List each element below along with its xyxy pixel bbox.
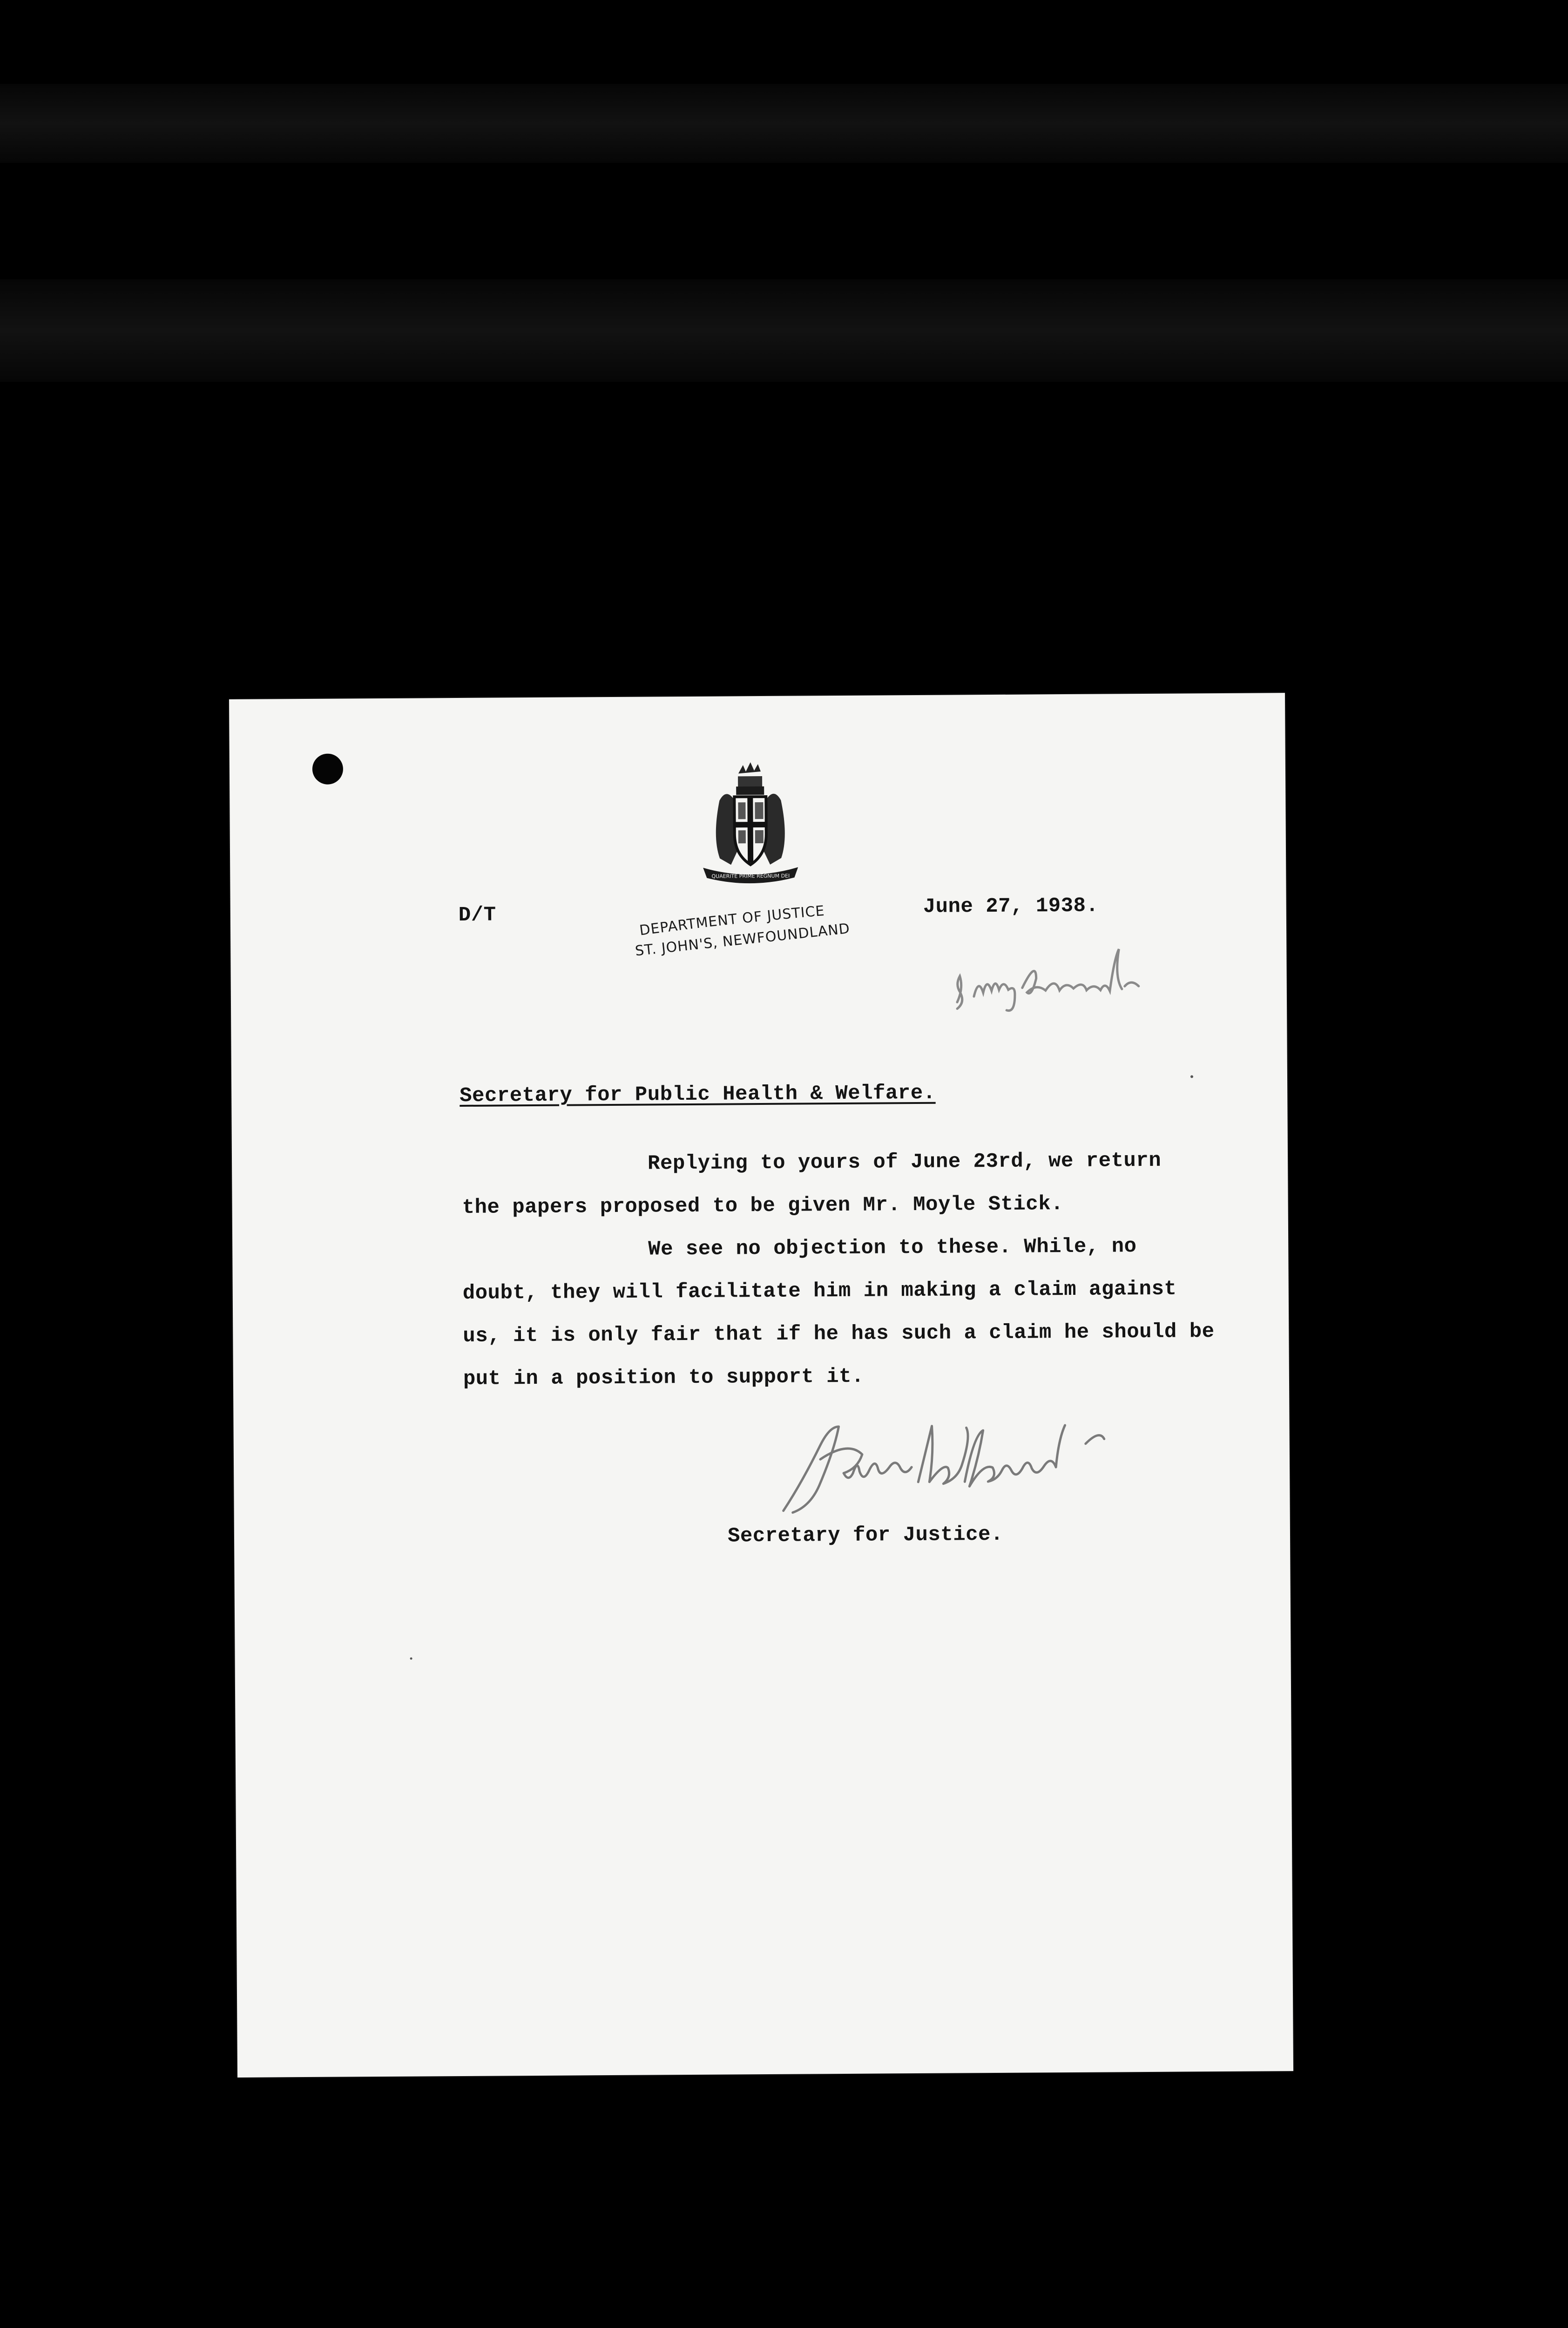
letterhead-line-1: DEPARTMENT OF JUSTICE [638, 902, 825, 939]
body-line: put in a position to support it. [463, 1365, 865, 1391]
svg-text:QUAERITE PRIME REGNUM DEI: QUAERITE PRIME REGNUM DEI [711, 873, 790, 880]
paper-speck [410, 1658, 412, 1660]
letter-date: June 27, 1938. [923, 894, 1099, 919]
recipient-line: Secretary for Public Health & Welfare. [460, 1081, 936, 1108]
handwritten-signature [764, 1415, 1174, 1525]
punch-hole [312, 754, 343, 785]
reference-initials: D/T [458, 903, 496, 927]
body-line: We see no objection to these. While, no [648, 1235, 1137, 1261]
letterhead-line-2: ST. JOHN'S, NEWFOUNDLAND [634, 920, 851, 960]
signature-title: Secretary for Justice. [727, 1523, 1004, 1548]
body-line: us, it is only fair that if he has such a claim he should be [463, 1320, 1215, 1348]
body-line: the papers proposed to be given Mr. Moyle Stick. [462, 1192, 1064, 1219]
body-line: Replying to yours of June 23rd, we return [647, 1149, 1162, 1176]
scan-shadow-band [0, 84, 1568, 163]
letter-page [229, 693, 1293, 2078]
handwritten-pencil-note [947, 935, 1190, 1030]
paper-speck [1190, 1075, 1193, 1078]
body-line: doubt, they will facilitate him in making a claim against [462, 1277, 1177, 1305]
letterhead-address [626, 891, 887, 962]
scan-shadow-band [0, 279, 1568, 382]
coat-of-arms-crest [689, 757, 811, 891]
